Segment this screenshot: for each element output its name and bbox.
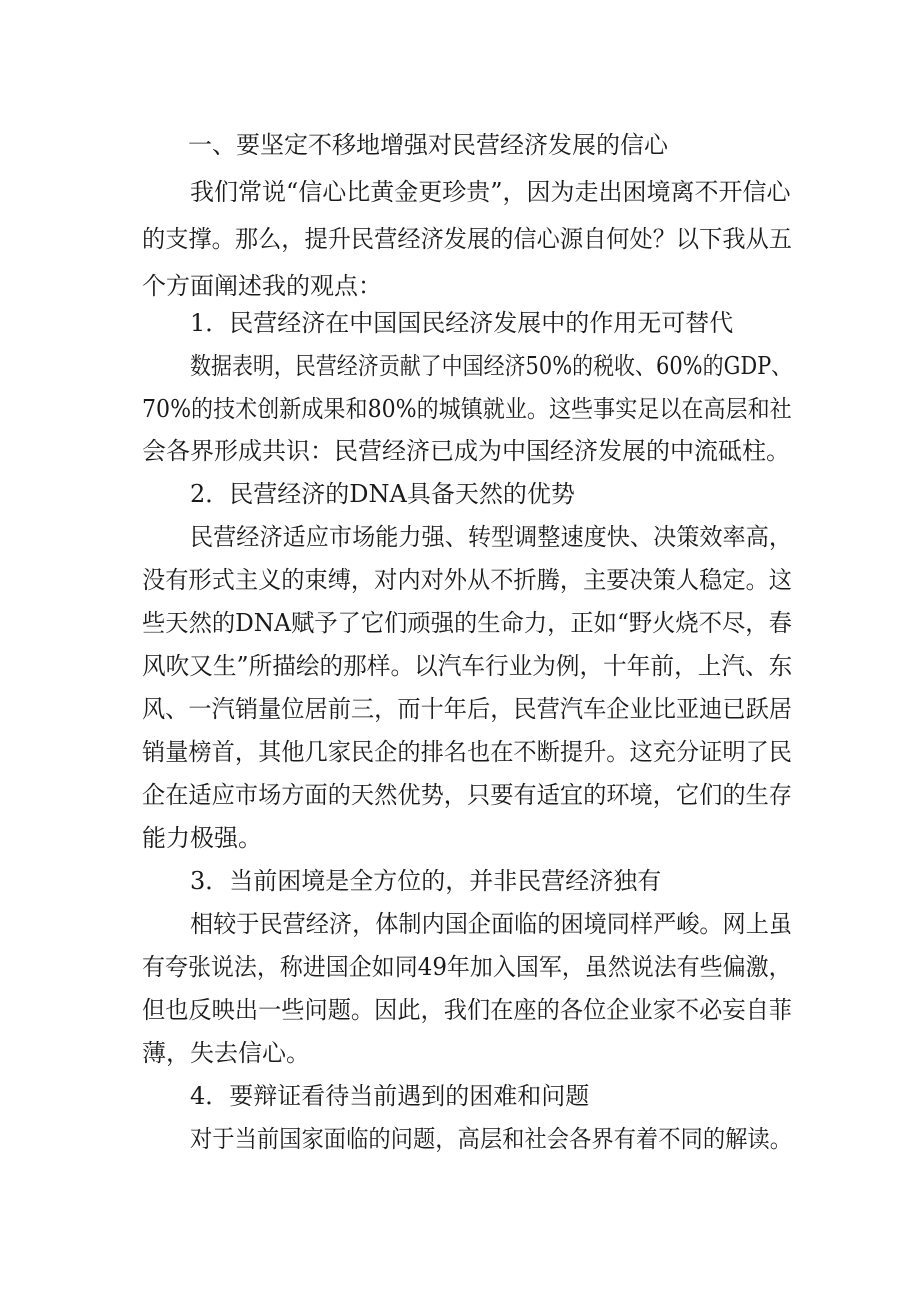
paragraph-line: 但也反映出一些问题。因此，我们在座的各位企业家不必妄自菲 bbox=[142, 996, 792, 1024]
paragraph-line: 的支撑。那么，提升民营经济发展的信心源自何处？以下我从五 bbox=[142, 225, 792, 253]
paragraph-line: 薄，失去信心。 bbox=[142, 1039, 310, 1067]
paragraph-line: 企在适应市场方面的天然优势，只要有适宜的环境，它们的生存 bbox=[142, 781, 792, 809]
paragraph-line: 些天然的DNA赋予了它们顽强的生命力，正如“野火烧不尽，春 bbox=[142, 609, 792, 637]
paragraph-line: 对于当前国家面临的问题，高层和社会各界有着不同的解读。 bbox=[190, 1125, 792, 1153]
paragraph-line: 民营经济适应市场能力强、转型调整速度快、决策效率高， bbox=[190, 523, 792, 551]
paragraph-line: 数据表明，民营经济贡献了中国经济50%的税收、60%的GDP、 bbox=[190, 352, 793, 380]
point-heading-3: 3．当前困境是全方位的，并非民营经济独有 bbox=[190, 867, 662, 895]
paragraph-line: 70%的技术创新成果和80%的城镇就业。这些事实足以在高层和社 bbox=[142, 395, 792, 423]
paragraph-line: 风吹又生”所描绘的那样。以汽车行业为例，十年前，上汽、东 bbox=[142, 652, 793, 680]
paragraph-line: 风、一汽销量位居前三，而十年后，民营汽车企业比亚迪已跃居 bbox=[142, 695, 792, 723]
paragraph-line: 相较于民营经济，体制内国企面临的困境同样严峻。网上虽 bbox=[190, 910, 792, 938]
paragraph-line: 个方面阐述我的观点： bbox=[142, 272, 382, 300]
point-heading-4: 4．要辩证看待当前遇到的困难和问题 bbox=[190, 1082, 590, 1110]
point-heading-2: 2．民营经济的DNA具备天然的优势 bbox=[190, 480, 575, 508]
point-heading-1: 1．民营经济在中国国民经济发展中的作用无可替代 bbox=[190, 309, 734, 337]
section-heading: 一、要坚定不移地增强对民营经济发展的信心 bbox=[188, 131, 668, 159]
paragraph-line: 销量榜首，其他几家民企的排名也在不断提升。这充分证明了民 bbox=[142, 738, 792, 766]
paragraph-line: 能力极强。 bbox=[142, 824, 262, 852]
paragraph-line: 我们常说“信心比黄金更珍贵”，因为走出困境离不开信心 bbox=[190, 178, 791, 206]
paragraph-line: 会各界形成共识：民营经济已成为中国经济发展的中流砥柱。 bbox=[142, 437, 790, 465]
paragraph-line: 有夸张说法，称进国企如同49年加入国军，虽然说法有些偏激， bbox=[142, 953, 792, 981]
paragraph-line: 没有形式主义的束缚，对内对外从不折腾，主要决策人稳定。这 bbox=[142, 566, 792, 594]
